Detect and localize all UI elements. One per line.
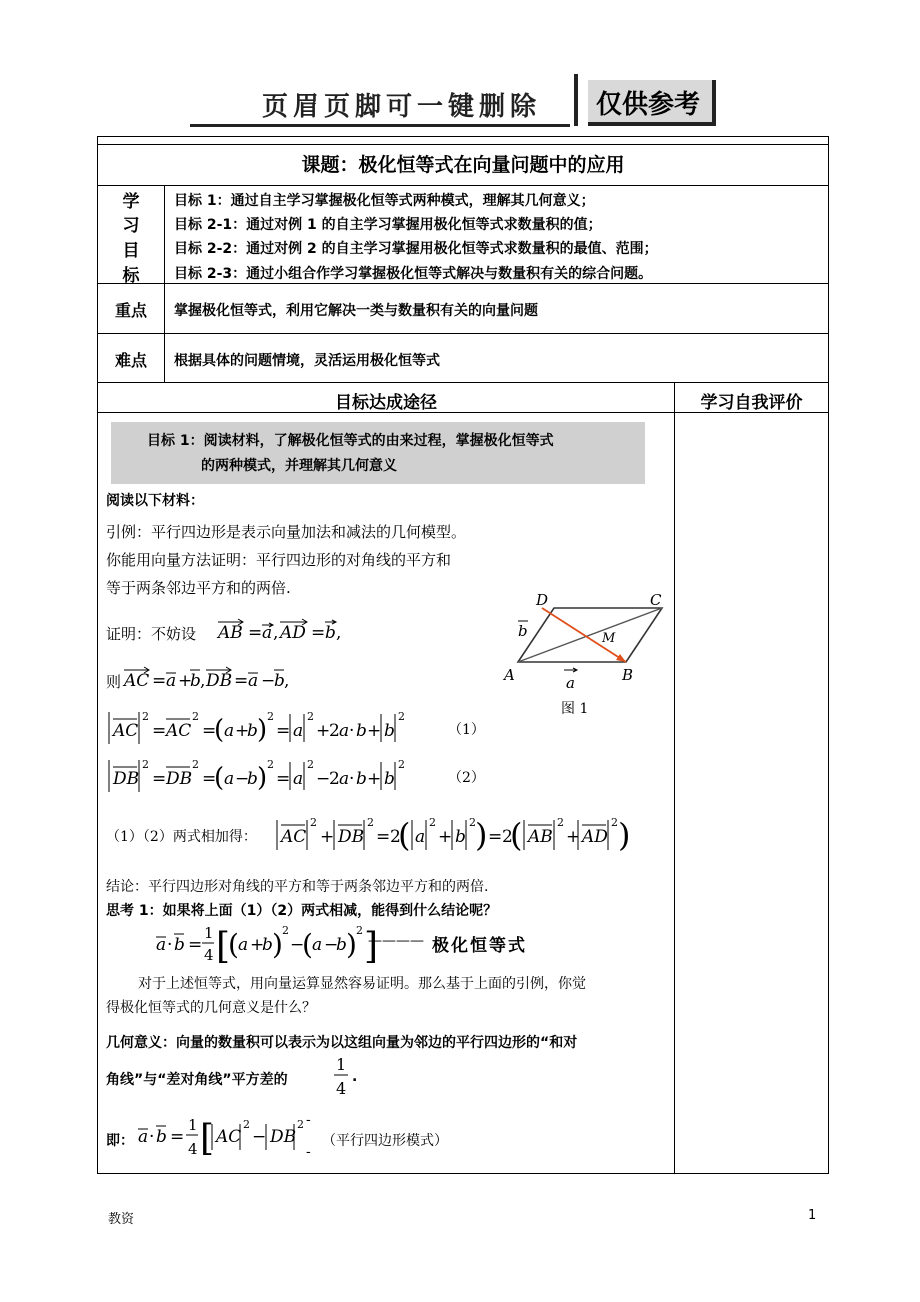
svg-text:2: 2 [502,827,513,847]
svg-text:+: + [250,935,265,955]
goal-box-line: 目标 1：阅读材料，了解极化恒等式的由来过程，掌握极化恒等式 [147,433,554,449]
sum-prefix: （1）（2）两式相加得： [106,829,257,845]
svg-text:(: ( [302,928,313,961]
svg-text:=: = [202,721,217,741]
svg-text:−: − [316,769,331,789]
svg-text:=: = [311,623,326,643]
svg-text:2: 2 [429,816,436,829]
svg-text:AB: AB [218,623,243,643]
svg-text:=: = [152,769,167,789]
svg-text:=: = [152,671,167,691]
svg-text:(: ( [228,928,239,961]
svg-text:AC: AC [281,827,307,847]
svg-text:DB: DB [338,827,365,847]
svg-text:1: 1 [204,924,214,942]
svg-text:1: 1 [336,1055,347,1074]
parallelogram-mode-formula [136,1110,326,1162]
svg-text:-: - [306,1144,311,1160]
svg-text:2: 2 [243,1118,250,1131]
svg-text:): ) [346,928,357,961]
svg-text:−: − [235,769,250,789]
svg-text:a: a [312,935,323,955]
reference-badge [588,80,716,126]
svg-text:,: , [200,671,206,691]
svg-text:AD: AD [280,623,306,643]
svg-text:(: ( [214,763,225,793]
svg-text:=: = [488,827,503,847]
svg-text:4: 4 [336,1079,347,1098]
svg-text:2: 2 [469,816,476,829]
svg-text:−: − [324,935,339,955]
svg-text:+: + [438,827,453,847]
geometric-meaning-line: 几何意义：向量的数量积可以表示为以这组向量为邻边的平行四边形的“和对 [106,1035,578,1051]
conclusion-text: 结论：平行四边形对角线的平方和等于两条邻边平方和的两倍. [106,879,489,895]
svg-text:AC: AC [166,721,192,741]
vertex-label-d: D [536,591,549,609]
diagonal-ac [518,608,662,662]
svg-text:=: = [376,827,391,847]
proof-setup-formula [216,610,346,646]
svg-text:=: = [170,1127,185,1147]
svg-text:DB: DB [166,769,193,789]
svg-text:2: 2 [557,816,564,829]
svg-text:b: b [190,671,201,691]
equation-2 [104,752,424,798]
svg-text:,: , [284,671,290,691]
svg-text:=: = [152,721,167,741]
svg-text:a: a [138,1127,149,1147]
read-heading: 阅读以下材料： [106,493,204,509]
svg-text:2: 2 [307,710,314,723]
reference-badge-text: 仅供参考 [596,90,701,120]
svg-text:a: a [166,671,177,691]
key-point-text: 掌握极化恒等式，利用它解决一类与数量积有关的向量问题 [174,303,538,319]
svg-text:+: + [178,671,193,691]
svg-text:b: b [156,1127,167,1147]
polarization-dashes: ———— [368,933,424,949]
page-title: 课题：极化恒等式在向量问题中的应用 [301,154,625,176]
svg-text:−: − [261,671,276,691]
svg-text:2: 2 [356,924,363,937]
svg-text:+: + [367,769,382,789]
polarization-formula [154,920,384,970]
svg-text:a: a [415,827,426,847]
svg-text:a: a [293,769,304,789]
svg-text:=: = [202,769,217,789]
svg-text:(: ( [510,816,523,854]
svg-text:·: · [349,721,355,741]
svg-text:a: a [224,769,235,789]
goal-box [111,422,645,484]
goal-box-line: 的两种模式，并理解其几何意义 [201,458,397,474]
svg-text:]: ] [364,926,379,967]
svg-text:): ) [475,816,488,854]
svg-text:b: b [247,769,258,789]
svg-text:b: b [384,721,395,741]
column-header-path: 目标达成途径 [335,393,437,413]
svg-text:[: [ [200,1118,215,1159]
svg-text:a: a [224,721,235,741]
svg-text:): ) [257,715,268,745]
objectives-label-char: 习 [122,216,140,236]
svg-text:,: , [273,623,279,643]
svg-text:=: = [276,721,291,741]
objective-item: 目标 2-2：通过对例 2 的自主学习掌握用极化恒等式求数量积的最值、范围； [174,241,658,257]
svg-text:DB: DB [270,1127,297,1147]
svg-text:2: 2 [267,710,274,723]
example-line: 你能用向量方法证明：平行四边形的对角线的平方和 [106,551,452,569]
proof-prefix: 证明：不妨设 [106,625,197,643]
svg-text:2: 2 [367,816,374,829]
svg-text:2: 2 [307,758,314,771]
svg-text:2: 2 [329,769,340,789]
svg-text:a: a [339,769,350,789]
svg-text:): ) [618,816,631,854]
svg-text:−: − [290,935,305,955]
svg-text:2: 2 [611,816,618,829]
difficulty-text: 根据具体的问题情境，灵活运用极化恒等式 [174,353,440,369]
svg-text:2: 2 [142,758,149,771]
ie-suffix: （平行四边形模式） [322,1133,448,1149]
objectives-label-char: 目 [122,241,140,261]
objectives-label-char: 标 [122,266,140,286]
objective-item: 目标 1：通过自主学习掌握极化恒等式两种模式，理解其几何意义； [174,193,595,209]
svg-text:2: 2 [297,1118,304,1131]
objectives-label-char: 学 [122,192,140,212]
svg-text:=: = [188,935,203,955]
svg-text:2: 2 [390,827,401,847]
svg-text:b: b [384,769,395,789]
svg-text:,: , [336,623,342,643]
vertex-label-b: B [622,666,634,684]
fraction-quarter [332,1052,352,1100]
svg-text:+: + [566,827,581,847]
svg-text:+: + [320,827,335,847]
svg-text:DB: DB [113,769,140,789]
example-line: 等于两条邻边平方和的两倍. [106,579,291,597]
svg-text:b: b [247,721,258,741]
svg-text:2: 2 [329,721,340,741]
svg-text:a: a [248,671,259,691]
svg-text:[: [ [216,926,231,967]
vector-label-b: b [518,622,528,640]
footer-left-text: 教资 [108,1212,135,1227]
svg-text:4: 4 [204,946,214,964]
svg-text:b: b [356,769,367,789]
paragraph-line: 对于上述恒等式，用向量运算显然容易证明。那么基于上面的引例，你觉 [138,976,586,992]
objective-item: 目标 2-1：通过对例 1 的自主学习掌握用极化恒等式求数量积的值； [174,217,602,233]
svg-text:2: 2 [192,758,199,771]
header-divider [574,74,578,126]
svg-text:+: + [316,721,331,741]
svg-text:): ) [272,928,283,961]
vector-label-a: a [566,674,575,692]
svg-text:2: 2 [142,710,149,723]
equation-2-label: （2） [448,770,485,786]
difficulty-label: 难点 [114,351,147,370]
svg-text:b: b [262,935,273,955]
svg-text:−: − [252,1127,267,1147]
then-formula [122,658,302,694]
svg-text:): ) [257,763,268,793]
svg-text:b: b [455,827,466,847]
svg-text:(: ( [214,715,225,745]
svg-text:·: · [349,769,355,789]
svg-text:2: 2 [267,758,274,771]
svg-text:=: = [248,623,263,643]
svg-text:4: 4 [188,1140,198,1158]
polarization-name: 极化恒等式 [432,936,527,956]
svg-text:=: = [276,769,291,789]
svg-text:b: b [174,935,185,955]
svg-text:=: = [234,671,249,691]
svg-text:AC: AC [113,721,139,741]
svg-text:AC: AC [216,1127,242,1147]
svg-text:b: b [336,935,347,955]
vertex-label-a: A [504,666,515,684]
sum-formula [272,810,632,860]
svg-text:2: 2 [310,816,317,829]
svg-text:·: · [167,935,173,955]
svg-text:b: b [325,623,336,643]
svg-text:b: b [274,671,285,691]
svg-text:+: + [235,721,250,741]
ie-prefix: 即： [106,1133,134,1149]
key-point-label: 重点 [114,301,147,320]
svg-text:AB: AB [528,827,553,847]
equation-1 [104,704,424,750]
figure-caption: 图 1 [561,701,589,717]
equation-1-label: （1） [448,722,485,738]
svg-text:a: a [238,935,249,955]
svg-text:-: - [306,1112,311,1128]
svg-text:1: 1 [188,1116,198,1134]
svg-text:2: 2 [192,710,199,723]
svg-text:·: · [149,1127,155,1147]
vertex-label-c: C [650,591,662,609]
think-question: 思考 1：如果将上面（1）（2）两式相减，能得到什么结论呢？ [106,903,498,919]
svg-text:2: 2 [398,758,405,771]
objective-item: 目标 2-3：通过小组合作学习掌握极化恒等式解决与数量积有关的综合问题。 [174,266,653,282]
svg-text:a: a [339,721,350,741]
svg-text:DB: DB [206,671,233,691]
svg-text:(: ( [398,816,411,854]
svg-text:2: 2 [398,710,405,723]
paragraph-line: 得极化恒等式的几何意义是什么？ [106,1000,316,1016]
svg-text:2: 2 [282,924,289,937]
svg-text:a: a [262,623,273,643]
svg-text:+: + [367,721,382,741]
svg-text:a: a [156,935,167,955]
svg-text:AD: AD [582,827,608,847]
svg-text:a: a [293,721,304,741]
header-text-banner [190,82,570,127]
svg-text:AC: AC [124,671,150,691]
geometric-meaning-end: . [352,1069,358,1085]
svg-text:b: b [356,721,367,741]
column-header-evaluation: 学习自我评价 [700,393,803,413]
example-line: 引例：平行四边形是表示向量加法和减法的几何模型。 [106,523,467,541]
point-label-m: M [602,631,616,646]
then-prefix: 则 [106,673,122,691]
geometric-meaning-line: 角线”与“差对角线”平方差的 [106,1072,288,1088]
page-number: 1 [808,1208,817,1223]
header-text: 页眉页脚可一键删除 [262,92,542,122]
